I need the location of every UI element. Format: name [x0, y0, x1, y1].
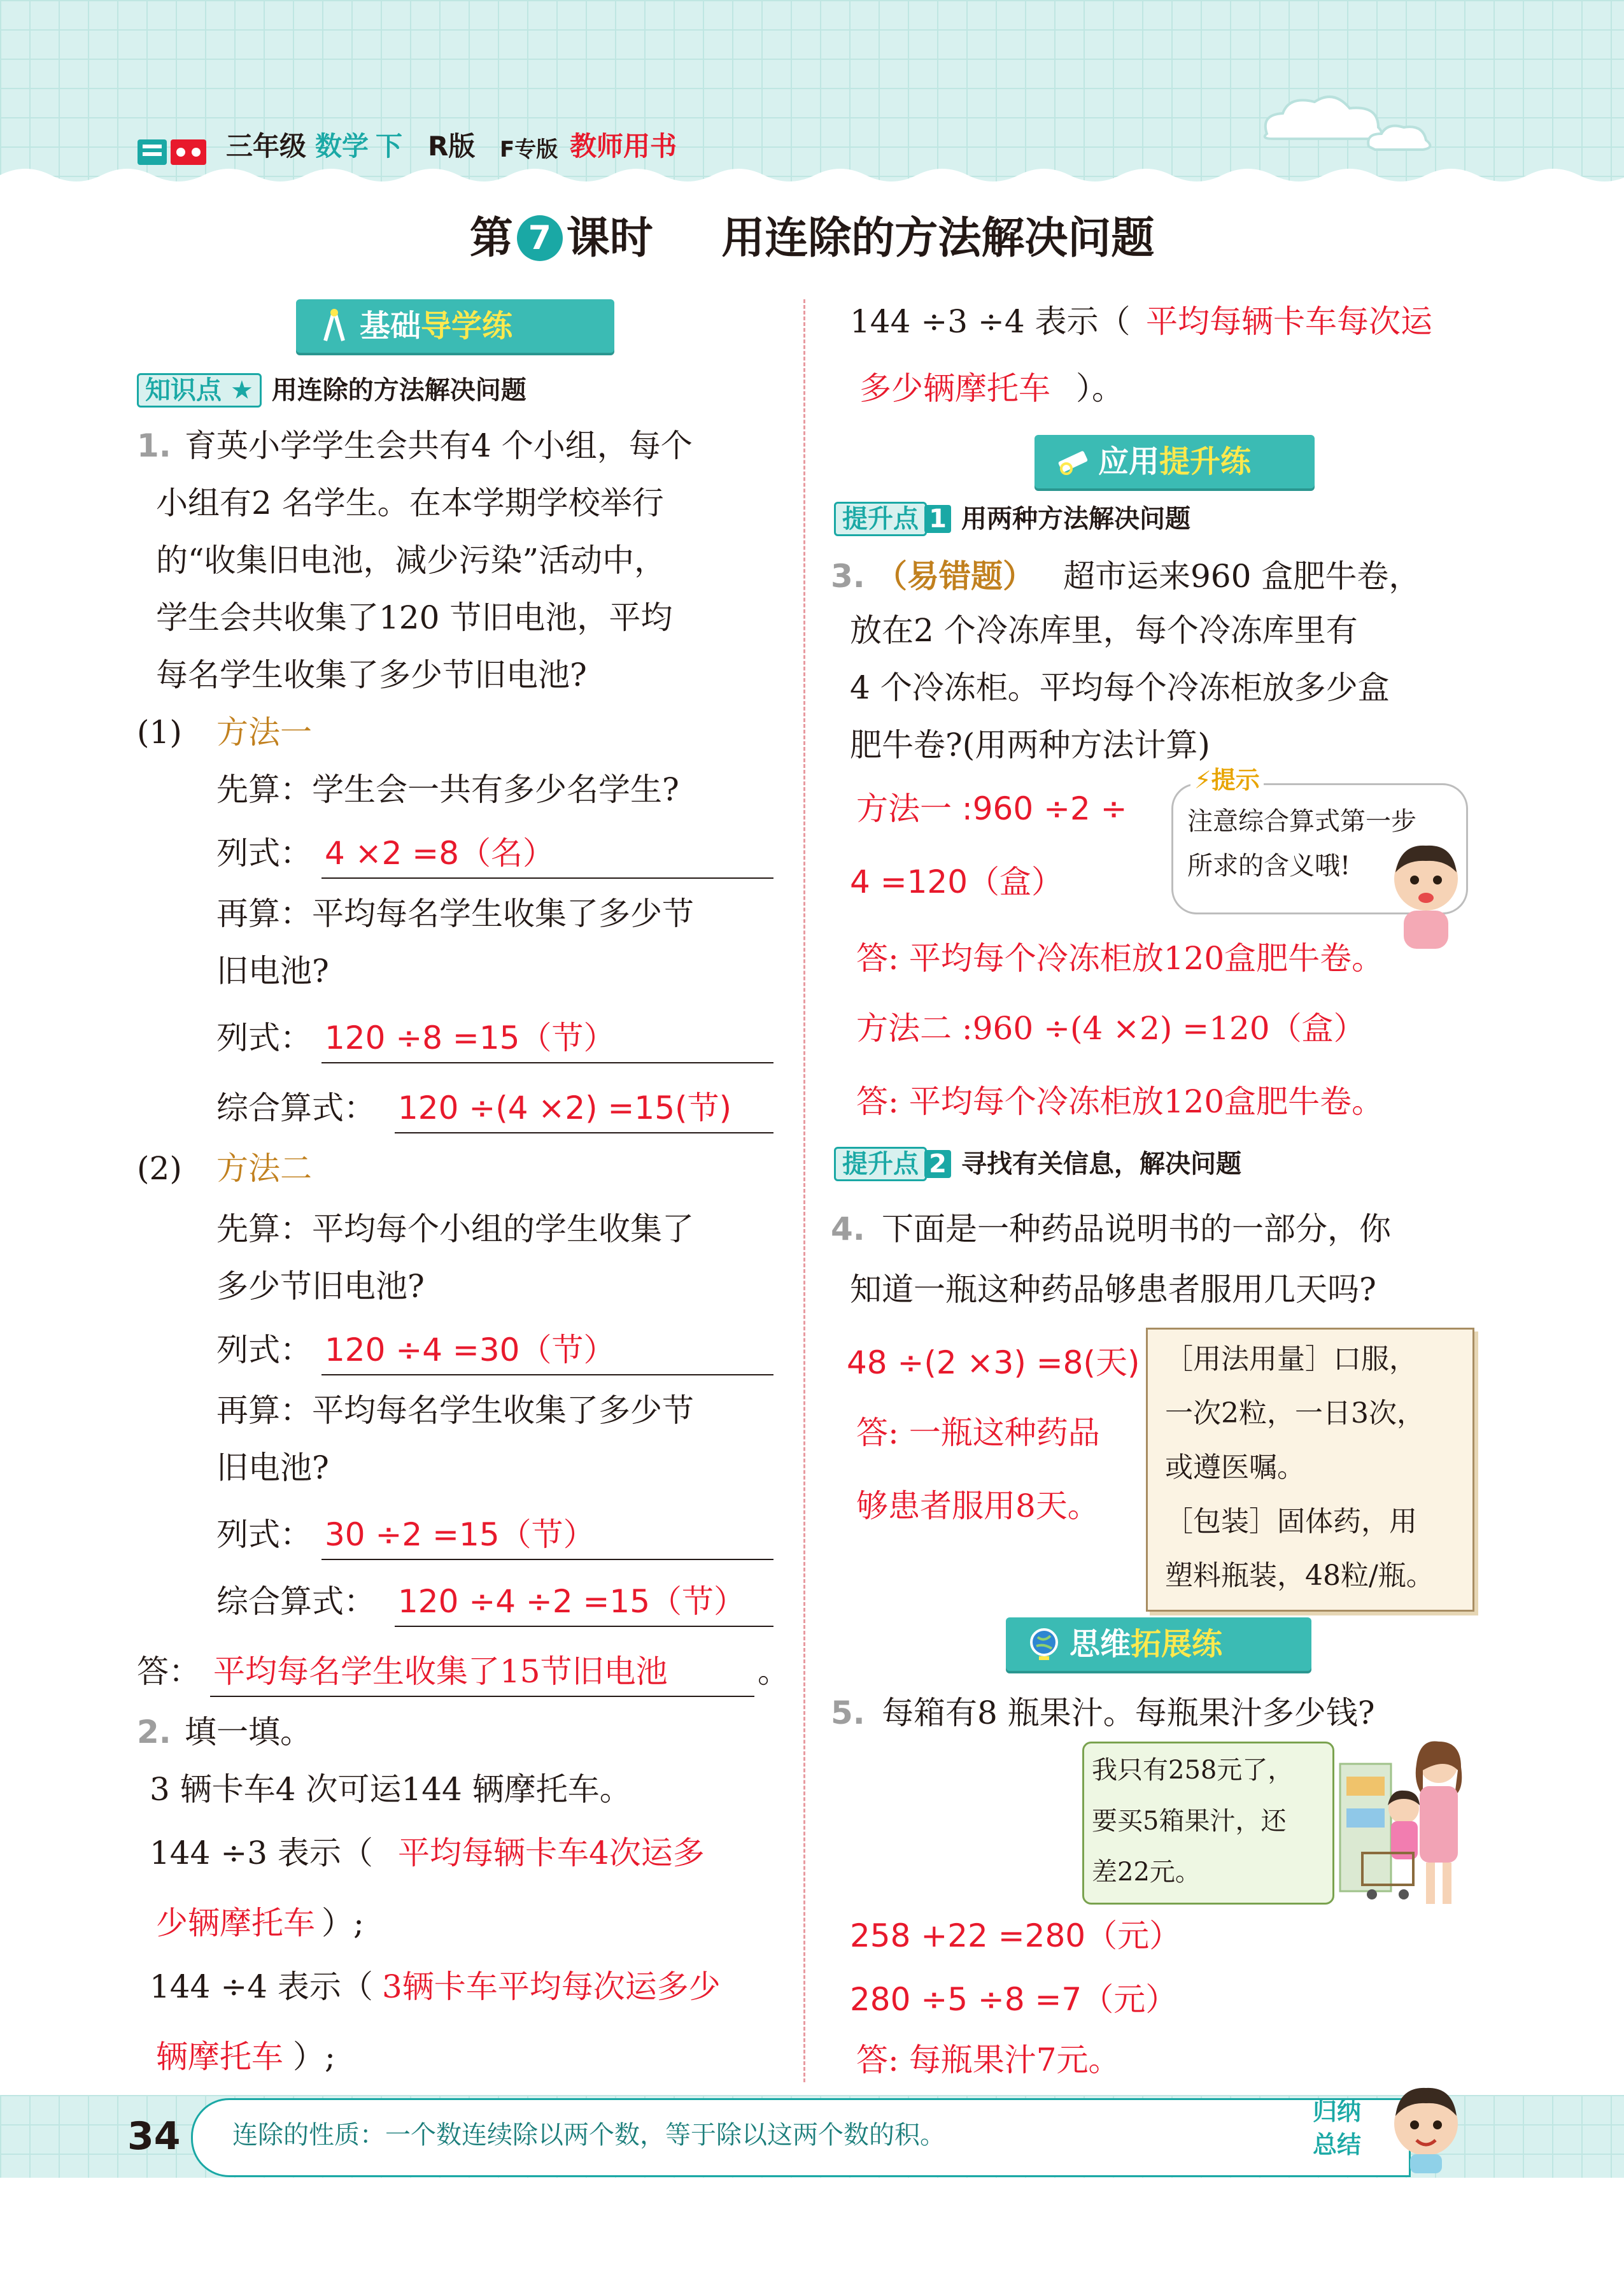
summary-note-text: 连除的性质：一个数连续除以两个数，等于除以这两个数的积。	[232, 2120, 945, 2150]
method-1-formula-1-answer: 4 ×2 =8（名）	[325, 835, 555, 872]
question-4-answer-expression: 48 ÷(2 ×3) =8(天)	[847, 1344, 1140, 1381]
special-edition-label: F专版	[500, 137, 558, 162]
method-1-combined-answer: 120 ÷(4 ×2) =15(节)	[398, 1090, 732, 1126]
question-3-method-1-part-1: 方法一 :960 ÷2 ÷	[856, 790, 1127, 827]
method-2-formula-1-answer: 120 ÷4 =30（节）	[325, 1331, 616, 1368]
method-1-formula-2-answer: 120 ÷8 =15（节）	[325, 1019, 616, 1056]
question-2-b-expression: 144 ÷4 表示（	[150, 1968, 373, 2005]
banner-highlight-basic: 导学练	[421, 308, 513, 344]
question-1-line-4: 学生会共收集了120 节旧电池，平均	[156, 599, 673, 636]
method-2-combined-label: 综合算式：	[216, 1583, 376, 1620]
question-3-line-2: 放在2 个冷冻库里，每个冷冻库里有	[850, 612, 1358, 649]
compass-icon	[315, 306, 353, 344]
grade-label: 三年级	[226, 131, 307, 162]
question-1-answer-text: 平均每名学生收集了15节旧电池	[213, 1653, 668, 1690]
title-suffix: 课时	[566, 213, 653, 264]
question-5-answer-2: 280 ÷5 ÷8 =7（元）	[850, 1981, 1178, 2018]
book-type-label: 教师用书	[570, 131, 677, 162]
banner-text-basic: 基础	[360, 308, 421, 344]
question-1-number: 1.	[137, 427, 171, 464]
question-3-line-1: 超市运来960 盒肥牛卷，	[1063, 558, 1421, 595]
method-2-formula-2-label: 列式：	[216, 1516, 312, 1553]
question-2-b-end: ）;	[293, 2038, 335, 2075]
method-1-label: (1)	[137, 714, 182, 751]
summary-badge-line-1: 归纳	[1312, 2098, 1361, 2126]
knowledge-point-label: 知识点	[145, 376, 222, 405]
method-1-first-question: 先算：学生会一共有多少名学生?	[216, 771, 679, 808]
banner-text-thinking: 思维	[1070, 1626, 1131, 1662]
page-number: 34	[127, 2114, 181, 2159]
question-5-answer-1: 258 +22 =280（元）	[850, 1917, 1182, 1954]
method-2-combined-answer: 120 ÷4 ÷2 =15（节）	[398, 1583, 746, 1620]
question-2-a-expression: 144 ÷3 表示（	[150, 1835, 373, 1871]
question-4-line-2: 知道一瓶这种药品够患者服用几天吗?	[850, 1271, 1376, 1308]
improvement-point-2-label: 提升点	[834, 1147, 927, 1181]
question-4-number: 4.	[831, 1210, 865, 1247]
method-1-then-question-1: 再算：平均每名学生收集了多少节	[216, 895, 694, 932]
question-3-line-3: 4 个冷冻柜。平均每个冷冻柜放多少盒	[850, 669, 1390, 706]
answer-underline	[321, 877, 773, 879]
speech-line-2: 要买5箱果汁，还	[1092, 1807, 1287, 1836]
hint-label-text: 提示	[1211, 766, 1260, 794]
summary-badge-line-2: 总结	[1312, 2131, 1361, 2159]
medicine-card-line-3: 或遵医嘱。	[1165, 1451, 1305, 1484]
section-banner-thinking	[1006, 1617, 1311, 1671]
speech-line-1: 我只有258元了，	[1092, 1756, 1294, 1785]
question-2-c-end: ）。	[1076, 370, 1124, 407]
question-2-c-answer-1: 平均每辆卡车每次运	[1146, 303, 1432, 340]
hint-line-1: 注意综合算式第一步	[1187, 807, 1416, 836]
question-2-a-end: ）;	[321, 1905, 364, 1942]
knowledge-point-tag	[137, 373, 526, 408]
knowledge-point-title: 用连除的方法解决问题	[271, 376, 526, 405]
method-1-formula-2-label: 列式：	[216, 1019, 312, 1056]
improvement-point-2-title: 寻找有关信息，解决问题	[961, 1149, 1241, 1179]
title-topic: 用连除的方法解决问题	[721, 213, 1155, 264]
question-3-tag: （易错题）	[875, 558, 1034, 595]
question-4-line-1: 下面是一种药品说明书的一部分，你	[882, 1210, 1391, 1247]
question-1-line-1: 育英小学学生会共有4 个小组，每个	[185, 427, 693, 464]
improvement-point-2-number: 2	[924, 1150, 951, 1178]
medicine-card-line-2: 一次2粒，一日3次，	[1165, 1397, 1425, 1430]
cartoon-boy-illustration	[1381, 841, 1471, 955]
banner-highlight-application: 提升练	[1159, 444, 1252, 479]
question-1-line-3: 的“收集旧电池，减少污染”活动中，	[156, 542, 667, 579]
question-2-number: 2.	[137, 1714, 171, 1750]
question-1-line-2: 小组有2 名学生。在本学期学校举行	[156, 485, 664, 522]
ruler-icon	[1054, 442, 1092, 480]
question-3-answer-2: 答: 平均每个冷冻柜放120盒肥牛卷。	[856, 1083, 1384, 1120]
question-2-b-answer-2: 辆摩托车	[156, 2038, 283, 2075]
question-3-line-4: 肥牛卷?(用两种方法计算)	[850, 727, 1210, 763]
medicine-card-line-4: ［包装］固体药，用	[1165, 1505, 1417, 1538]
answer-underline	[395, 1626, 773, 1627]
cartoon-kid-face-illustration	[1381, 2079, 1471, 2175]
question-2-b-answer-1: 3辆卡车平均每次运多少	[382, 1968, 721, 2005]
question-2-c-expression: 144 ÷3 ÷4 表示（	[850, 303, 1131, 340]
method-2-label: (2)	[137, 1150, 182, 1187]
section-banner-application	[1034, 435, 1315, 488]
method-2-first-question-2: 多少节旧电池?	[216, 1268, 425, 1305]
method-1-name: 方法一	[216, 714, 312, 751]
improvement-point-1-number: 1	[924, 505, 951, 533]
question-5-number: 5.	[831, 1694, 865, 1731]
publisher-logo	[135, 131, 211, 175]
banner-text-application: 应用	[1098, 444, 1160, 479]
medicine-card-line-5: 塑料瓶装，48粒/瓶。	[1165, 1559, 1434, 1592]
term-label: 下	[376, 131, 403, 162]
title-prefix: 第	[469, 213, 513, 264]
question-1-answer-end: 。	[758, 1653, 789, 1690]
improvement-point-1-label: 提升点	[834, 502, 927, 536]
lesson-number-badge: 7	[517, 215, 563, 261]
question-5-answer-3: 答: 每瓶果汁7元。	[856, 2041, 1120, 2078]
question-3-number: 3.	[831, 558, 865, 595]
answer-underline	[321, 1559, 773, 1560]
improvement-point-2-tag	[834, 1146, 1241, 1182]
method-1-combined-label: 综合算式：	[216, 1090, 376, 1126]
answer-underline	[210, 1696, 754, 1697]
improvement-point-1-tag	[834, 501, 1190, 537]
question-4-answer-line-2: 够患者服用8天。	[856, 1487, 1099, 1524]
improvement-point-1-title: 用两种方法解决问题	[961, 504, 1190, 534]
method-2-formula-2-answer: 30 ÷2 =15（节）	[325, 1516, 595, 1553]
answer-underline	[321, 1374, 773, 1375]
shopping-mother-daughter-illustration	[1337, 1738, 1477, 1910]
answer-underline	[321, 1062, 773, 1063]
question-3-method-1-part-2: 4 =120（盒）	[850, 863, 1064, 900]
question-2-title: 填一填。	[185, 1714, 312, 1750]
method-1-formula-1-label: 列式：	[216, 835, 312, 872]
question-2-intro: 3 辆卡车4 次可运144 辆摩托车。	[150, 1771, 632, 1808]
edition-label: R版	[428, 131, 476, 162]
section-banner-basic	[296, 299, 614, 353]
answer-underline	[395, 1132, 773, 1133]
method-2-name: 方法二	[216, 1150, 312, 1187]
banner-highlight-thinking: 拓展练	[1131, 1626, 1223, 1662]
method-2-then-question-1: 再算：平均每名学生收集了多少节	[216, 1392, 694, 1429]
hint-label	[1190, 764, 1264, 796]
summary-badge	[1299, 2095, 1375, 2171]
column-divider	[803, 299, 805, 2082]
question-1-line-5: 每名学生收集了多少节旧电池?	[156, 657, 587, 693]
subject-label: 数学	[315, 131, 369, 162]
method-2-formula-1-label: 列式：	[216, 1331, 312, 1368]
star-icon: ★	[230, 376, 253, 405]
globe-icon	[1025, 1624, 1063, 1663]
header-wave-border	[0, 162, 1624, 201]
question-5-text: 每箱有8 瓶果汁。每瓶果汁多少钱?	[882, 1694, 1375, 1731]
page-title	[0, 210, 1624, 267]
question-2-c-answer-2: 多少辆摩托车	[859, 370, 1050, 407]
method-2-then-question-2: 旧电池?	[216, 1449, 329, 1486]
medicine-card-line-1: ［用法用量］口服，	[1165, 1343, 1417, 1375]
method-1-then-question-2: 旧电池?	[216, 953, 329, 990]
question-4-answer-line-1: 答: 一瓶这种药品	[856, 1414, 1100, 1451]
speech-line-3: 差22元。	[1092, 1857, 1201, 1887]
question-2-a-answer-2: 少辆摩托车	[156, 1905, 315, 1942]
method-2-first-question-1: 先算：平均每个小组的学生收集了	[216, 1210, 694, 1247]
question-1-answer-label: 答：	[137, 1653, 201, 1690]
question-3-method-2: 方法二 :960 ÷(4 ×2) =120（盒）	[856, 1010, 1366, 1047]
question-2-a-answer-1: 平均每辆卡车4次运多	[398, 1835, 705, 1871]
lightning-icon: ⚡	[1194, 766, 1211, 794]
hint-line-2: 所求的含义哦!	[1187, 851, 1351, 881]
cloud-small-icon	[1362, 121, 1439, 153]
question-3-answer-1: 答: 平均每个冷冻柜放120盒肥牛卷。	[856, 940, 1384, 977]
